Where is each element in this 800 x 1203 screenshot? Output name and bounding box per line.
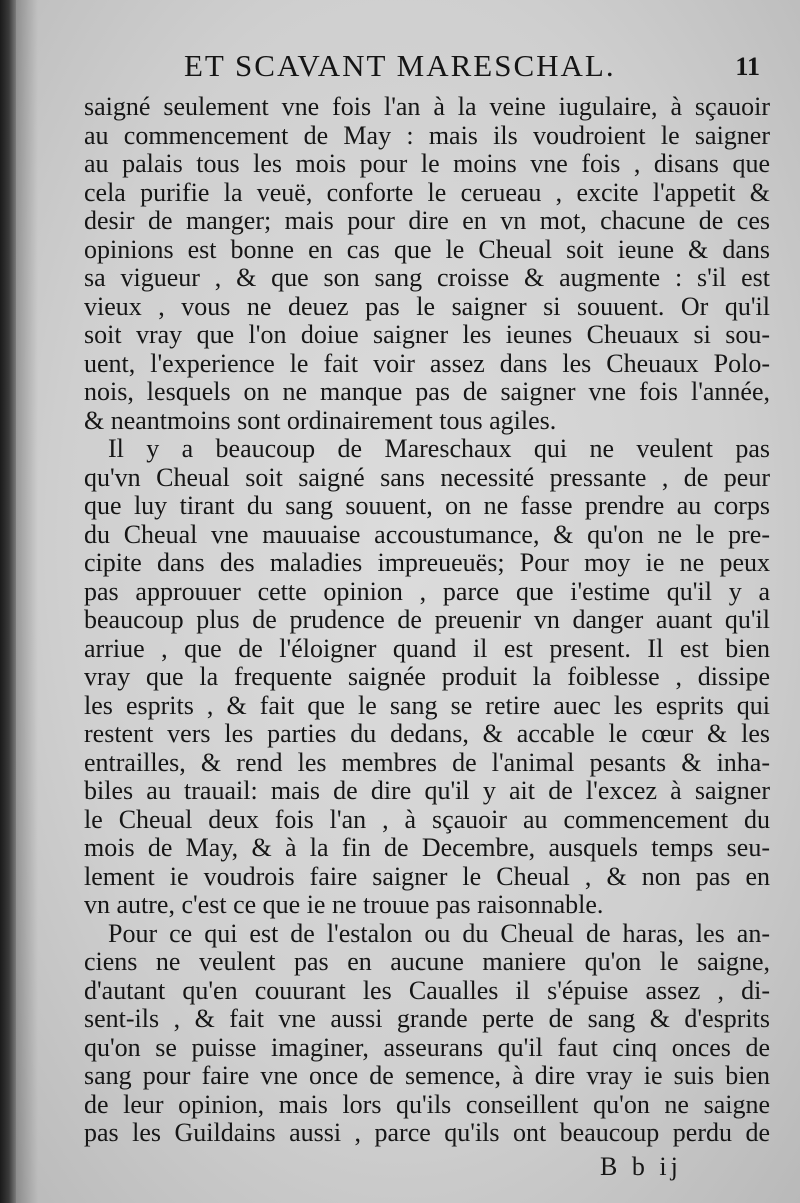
page-number: 11	[735, 52, 760, 81]
text-line: restent vers les parties du dedans, & accable le cœur & les	[84, 719, 770, 748]
text-line: Pour ce qui est de l'estalon ou du Cheual de haras, les an-	[108, 918, 770, 948]
text-line: les esprits , & fait que le sang se retire auec les esprits qui	[84, 690, 770, 720]
text-line: qu'vn Cheual soit saigné sans necessité pressante , de peur	[84, 462, 770, 492]
text-line: beaucoup plus de prudence de preuenir vn danger auant qu'il	[84, 605, 770, 634]
text-line: Il y a beaucoup de Mareschaux qui ne veulent pas	[108, 434, 770, 463]
text-line: vn autre, c'est ce que ie ne trouue pas raisonnable.	[84, 890, 604, 919]
text-line: vieux , vous ne deuez pas le saigner si souuent. Or qu'il	[84, 291, 770, 321]
text-line: de leur opinion, mais lors qu'ils conseillent qu'on ne saigne	[84, 1089, 770, 1119]
text-line: soit vray que l'on doiue saigner les ieunes Cheuaux si sou-	[84, 320, 770, 349]
text-line: d'autant qu'en couurant les Caualles il s'épuise assez , di-	[84, 975, 770, 1005]
running-head	[0, 48, 800, 88]
gutter-shadow	[16, 0, 38, 1203]
text-line: au commencement de May : mais ils voudroient le saigner	[84, 120, 770, 150]
text-line: sang pour faire vne once de semence, à dire vray ie suis bien	[84, 1061, 770, 1090]
text-line: que luy tirant du sang souuent, on ne fasse prendre au corps	[84, 491, 770, 520]
text-line: cipite dans des maladies impreueuës; Pour moy ie ne peux	[84, 548, 770, 577]
text-line: entrailles, & rend les membres de l'animal pesants & inha-	[84, 747, 770, 777]
text-line: desir de manger; mais pour dire en vn mot, chacune de ces	[84, 206, 770, 235]
text-line: pas les Guildains aussi , parce qu'ils ont beaucoup perdu de	[84, 1118, 770, 1147]
text-line: mois de May, & à la fin de Decembre, ausquels temps seu-	[84, 833, 770, 862]
running-head-title: ET SCAVANT MARESCHAL.	[184, 48, 616, 83]
text-line: cela purifie la veuë, conforte le cerueau , excite l'appetit &	[84, 177, 770, 207]
text-line: ciens ne veulent pas en aucune maniere qu'on le saigne,	[84, 947, 770, 976]
text-line: biles au trauail: mais de dire qu'il y ait de l'excez à saigner	[84, 776, 770, 805]
text-line: saigné seulement vne fois l'an à la veine iugulaire, à sçauoir	[84, 92, 770, 121]
text-line: nois, lesquels on ne manque pas de saigner vne fois l'année,	[84, 377, 770, 406]
binding-gutter	[0, 0, 16, 1203]
text-line: arriue , que de l'éloigner quand il est present. Il est bien	[84, 633, 770, 663]
text-line: lement ie voudrois faire saigner le Cheual , & non pas en	[84, 861, 770, 891]
text-line: uent, l'experience le fait voir assez dans les Cheuaux Polo-	[84, 348, 770, 378]
text-line: opinions est bonne en cas que le Cheual soit ieune & dans	[84, 234, 770, 264]
text-line: au palais tous les mois pour le moins vne fois , disans que	[84, 149, 770, 178]
text-line: le Cheual deux fois l'an , à sçauoir au commencement du	[84, 804, 770, 834]
text-line: qu'on se puisse imaginer, asseurans qu'il faut cinq onces de	[84, 1032, 770, 1062]
body-text	[84, 93, 770, 1148]
text-line: pas approuuer cette opinion , parce que i'estime qu'il y a	[84, 576, 770, 606]
text-line: sa vigueur , & que son sang croisse & augmente : s'il est	[84, 263, 770, 292]
signature-mark: B b ij	[600, 1152, 682, 1181]
text-line: vray que la frequente saignée produit la foiblesse , dissipe	[84, 662, 770, 691]
text-line: du Cheual vne mauuaise accoustumance, & qu'on ne le pre-	[84, 519, 770, 549]
text-line: & neantmoins sont ordinairement tous agiles.	[84, 405, 557, 435]
text-line: sent-ils , & fait vne aussi grande perte de sang & d'esprits	[84, 1004, 770, 1033]
